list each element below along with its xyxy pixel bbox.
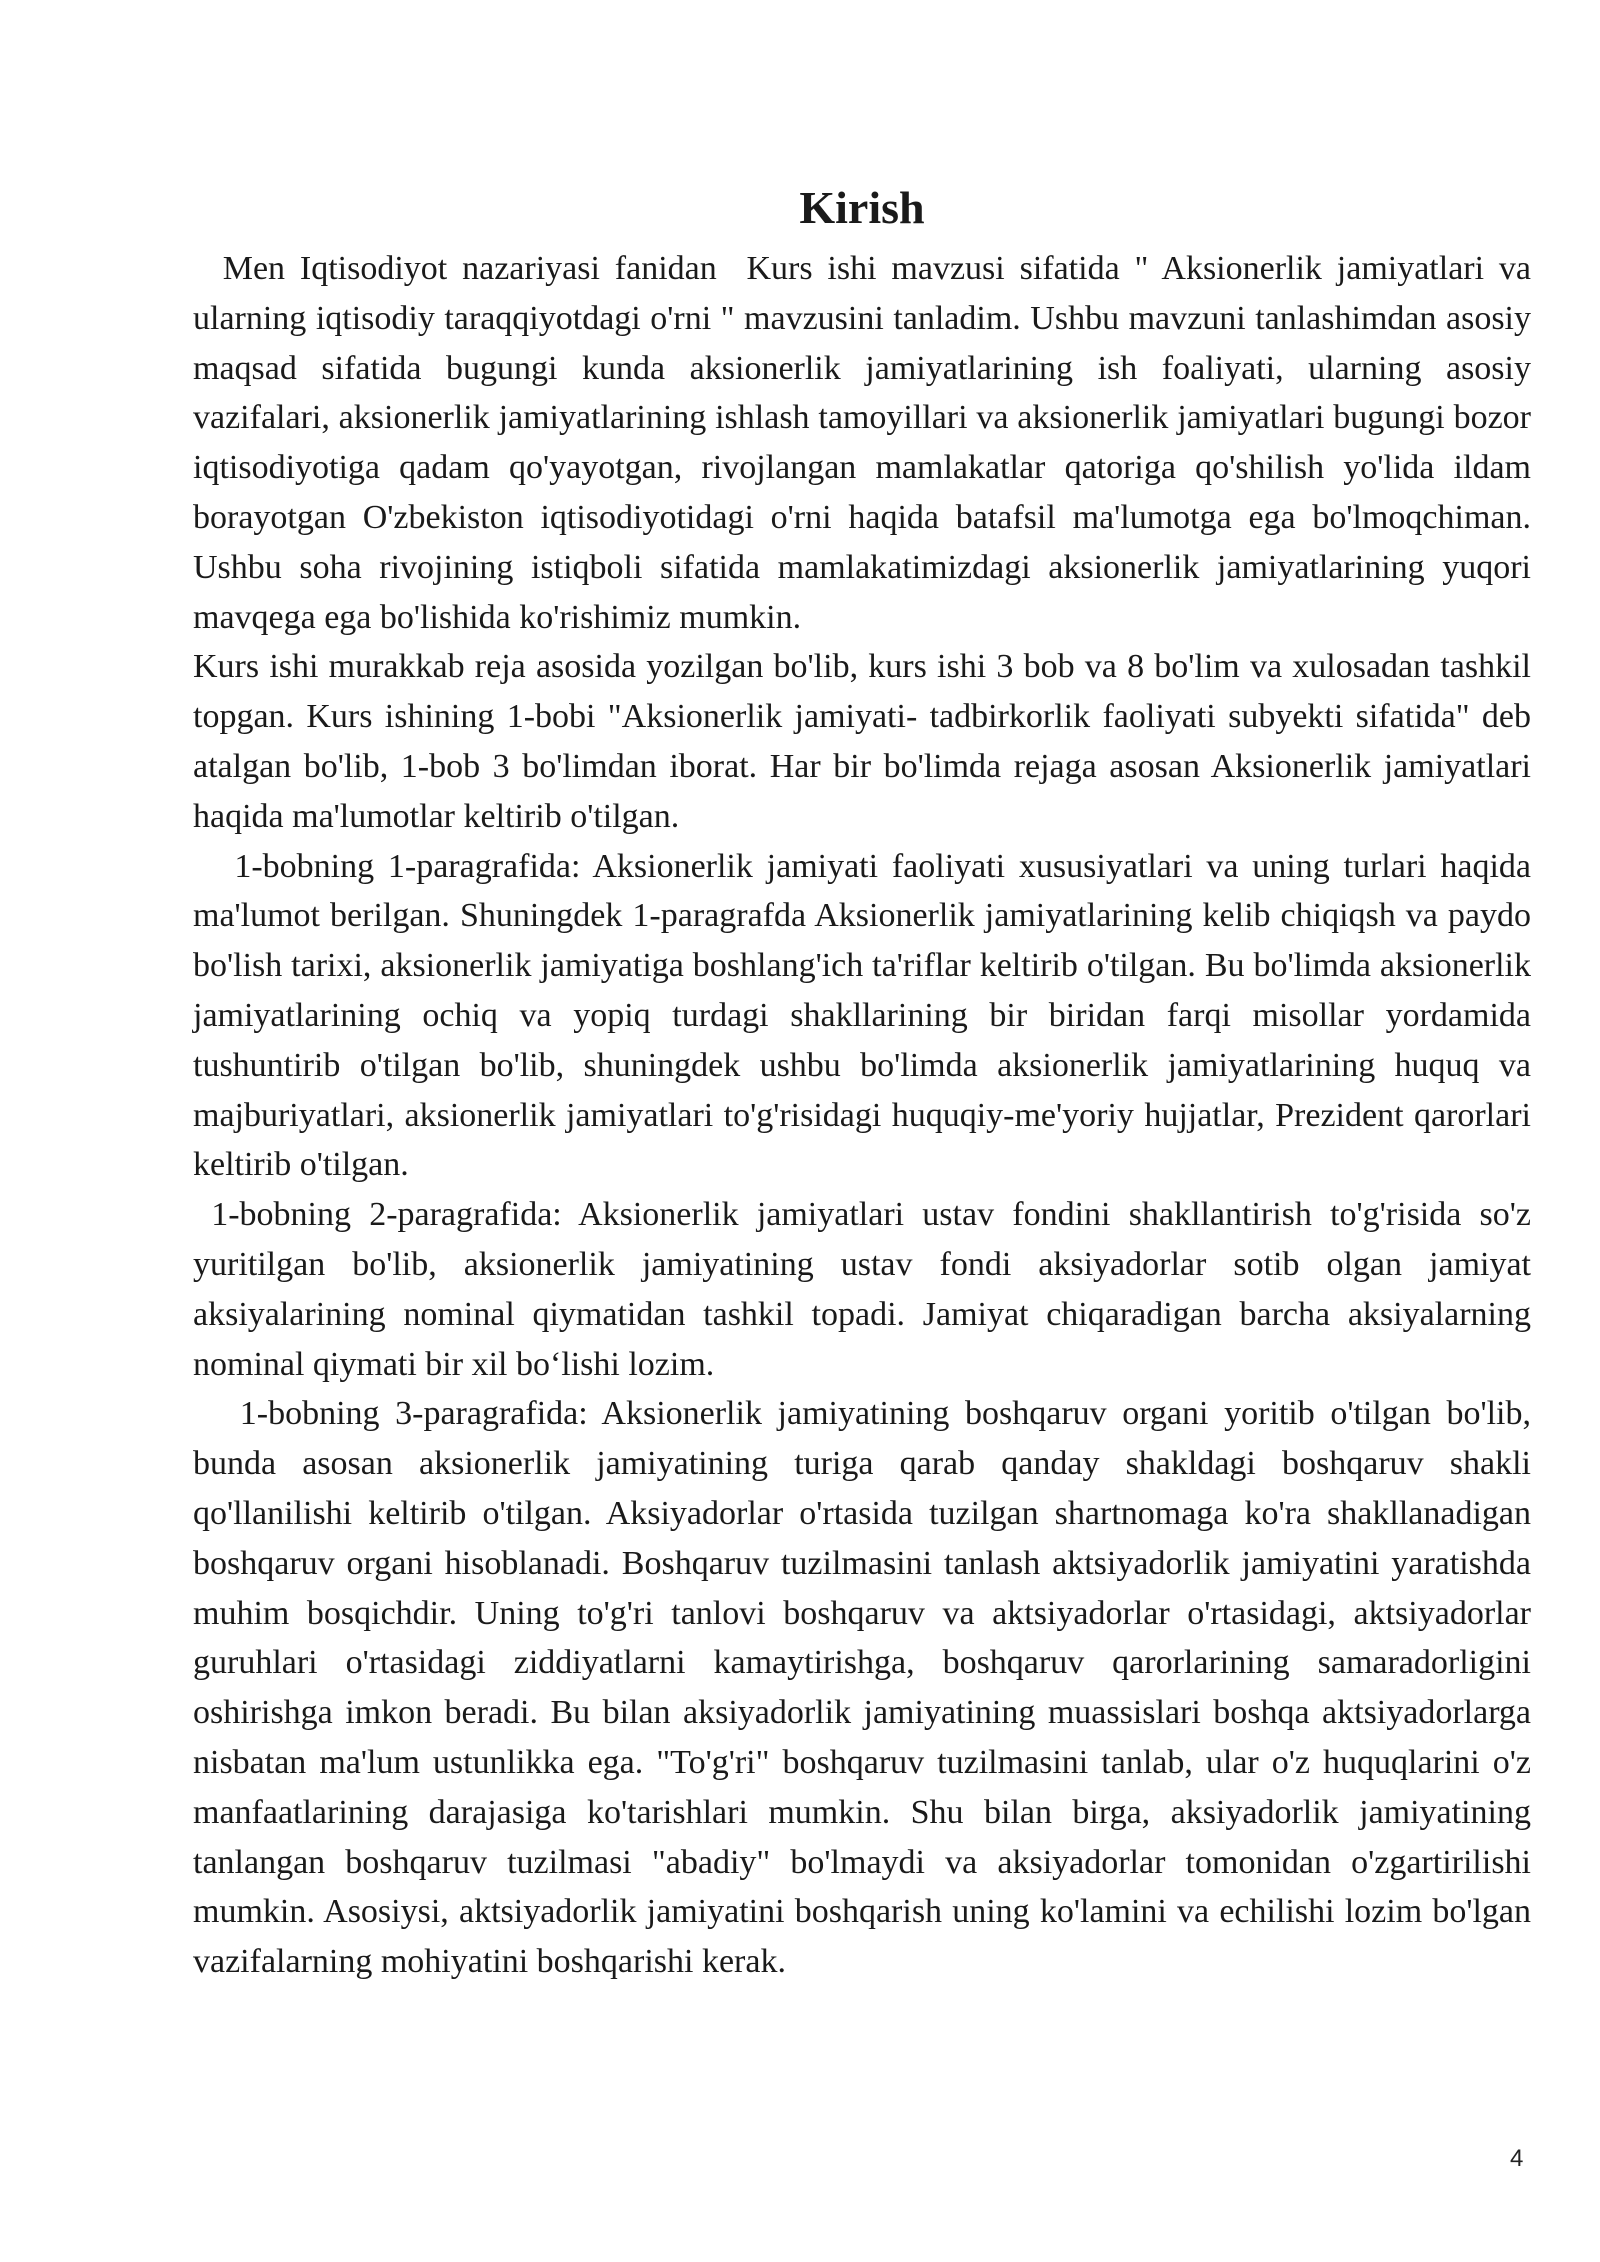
- page-title: Kirish: [799, 182, 925, 233]
- page-content: [193, 172, 1540, 1987]
- paragraph-section-1-1: 1-bobning 1-paragrafida: Aksionerlik jamiyati faoliyati xususiyatlari va uning turlari haqida ma'lumot berilgan. Shuningdek 1-paragrafda Aksionerlik jamiyatlarining kelib chiqiqsh va paydo bo'lish tarixi, aksionerlik jamiyatiga boshlang'ich ta'riflar keltirib o'tilgan. Bu bo'limda aksionerlik jamiyatlarining ochiq va yopiq turdagi shakllarining bir biridan farqi misollar yordamida tushuntirib o'tilgan bo'lib, shuningdek ushbu bo'limda aksionerlik jamiyatlarining huquq va majburiyatlari, aksionerlik jamiyatlari to'g'risidagi huquqiy-me'yoriy hujjatlar, Prezident qarorlari keltirib o'tilgan.: [193, 847, 1540, 1184]
- paragraph-intro: Men Iqtisodiyot nazariyasi fanidan Kurs ishi mavzusi sifatida " Aksionerlik jamiyatlari va ularning iqtisodiy taraqqiyotdagi o'rni " mavzusini tanladim. Ushbu mavzuni tanlashimdan asosiy maqsad sifatida bugungi kunda aksionerlik jamiyatlarining ish foaliyati, ularning asosiy vazifalari, aksionerlik jamiyatlarining ishlash tamoyillari va aksionerlik jamiyatlari bugungi bozor iqtisodiyotiga qadam qo'yayotgan, rivojlangan mamlakatlar qatoriga qo'shilish yo'lida ildam borayotgan O'zbekiston iqtisodiyotidagi o'rni haqida batafsil ma'lumotga ega bo'lmoqchiman. Ushbu soha rivojining istiqboli sifatida mamlakatimizdagi aksionerlik jamiyatlarining yuqori mavqega ega bo'lishida ko'rishimiz mumkin.: [193, 250, 1540, 636]
- paragraph-structure: Kurs ishi murakkab reja asosida yozilgan bo'lib, kurs ishi 3 bob va 8 bo'lim va xulosadan tashkil topgan. Kurs ishining 1-bobi "Aksionerlik jamiyati- tadbirkorlik faoliyati subyekti sifatida" deb atalgan bo'lib, 1-bob 3 bo'limdan iborat. Har bir bo'limda rejaga asosan Aksionerlik jamiyatlari haqida ma'lumotlar keltirib o'tilgan.: [193, 648, 1540, 835]
- paragraph-section-1-2: 1-bobning 2-paragrafida: Aksionerlik jamiyatlari ustav fondini shakllantirish to'g'risida so'z yuritilgan bo'lib, aksionerlik jamiyatining ustav fondi aksiyadorlar sotib olgan jamiyat aksiyalarining nominal qiymatidan tashkil topadi. Jamiyat chiqaradigan barcha aksiyalarning nominal qiymati bir xil bo‘lishi lozim.: [193, 1196, 1540, 1383]
- paragraph-section-1-3: 1-bobning 3-paragrafida: Aksionerlik jamiyatining boshqaruv organi yoritib o'tilgan bo'lib, bunda asosan aksionerlik jamiyatining turiga qarab qanday shakldagi boshqaruv shakli qo'llanilishi keltirib o'tilgan. Aksiyadorlar o'rtasida tuzilgan shartnomaga ko'ra shakllanadigan boshqaruv organi hisoblanadi. Boshqaruv tuzilmasini tanlash aktsiyadorlik jamiyatini yaratishda muhim bosqichdir. Uning to'g'ri tanlovi boshqaruv va aktsiyadorlar o'rtasidagi, aktsiyadorlar guruhlari o'rtasidagi ziddiyatlarni kamaytirishga, boshqaruv qarorlarining samaradorligini oshirishga imkon beradi. Bu bilan aksiyadorlik jamiyatining muassislari boshqa aktsiyadorlarga nisbatan ma'lum ustunlikka ega. "To'g'ri" boshqaruv tuzilmasini tanlab, ular o'z huquqlarini o'z manfaatlarining darajasiga ko'tarishlari mumkin. Shu bilan birga, aksiyadorlik jamiyatining tanlangan boshqaruv tuzilmasi "abadiy" bo'lmaydi va aksiyadorlar tomonidan o'zgartirilishi mumkin. Asosiysi, aktsiyadorlik jamiyatini boshqarish uning ko'lamini va echilishi lozim bo'lgan vazifalarning mohiyatini boshqarishi kerak.: [193, 1395, 1540, 1981]
- page-number: 4: [1510, 2145, 1524, 2172]
